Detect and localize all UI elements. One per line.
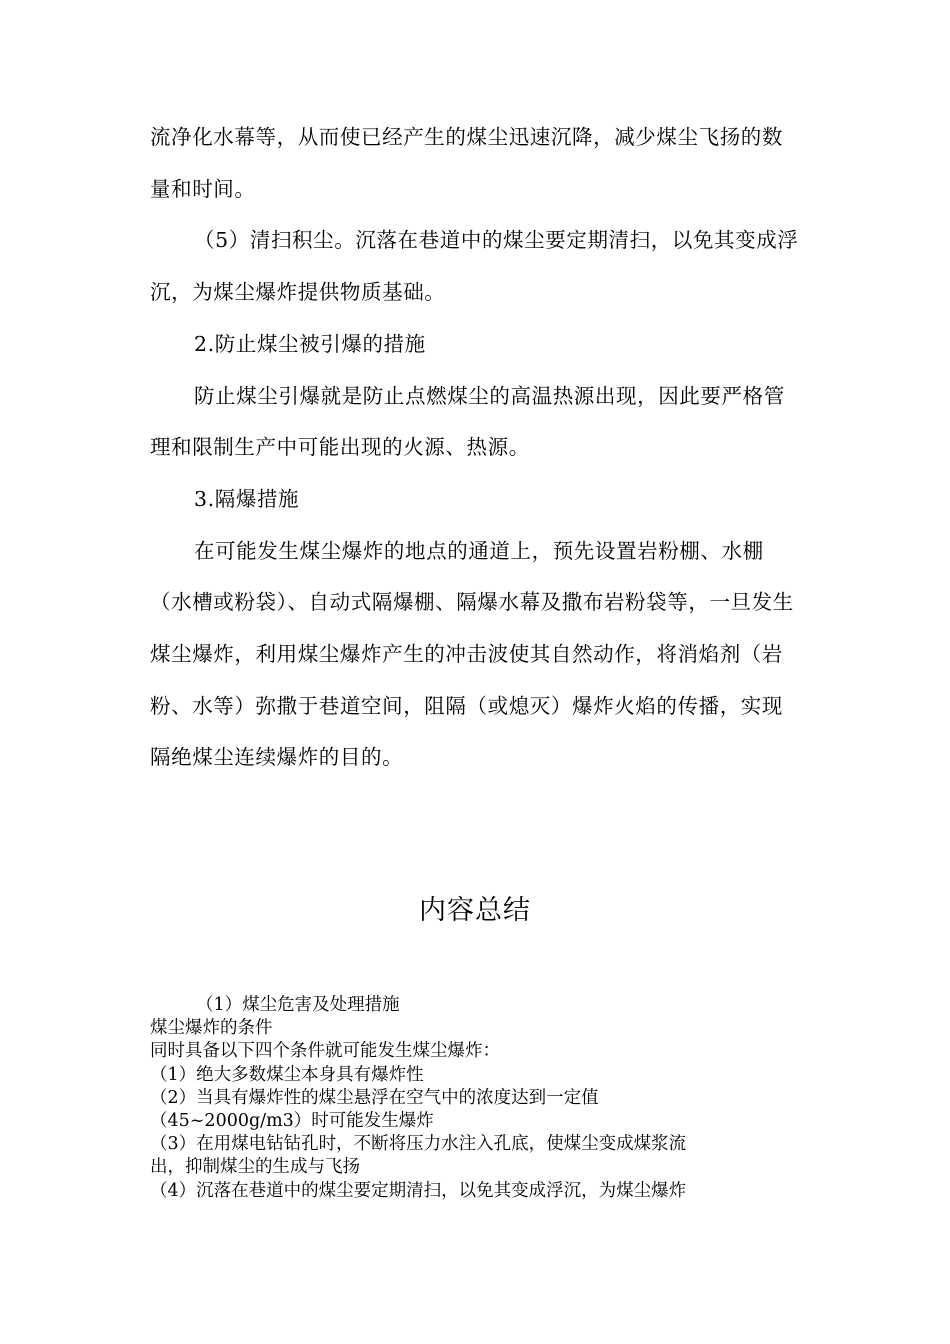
summary-line: （1）煤尘危害及处理措施 xyxy=(196,995,400,1015)
summary-line: （3）在用煤电钻钻孔时，不断将压力水注入孔底，使煤尘变成煤浆流 xyxy=(150,1134,687,1155)
summary-title: 内容总结 xyxy=(419,895,531,926)
body-text xyxy=(150,112,800,784)
paragraph-continuation: 流净化水幕等，从而使已经产生的煤尘迅速沉降，减少煤尘飞扬的数量和时间。 xyxy=(150,125,783,201)
summary-line: （1）绝大多数煤尘本身具有爆炸性 xyxy=(150,1064,424,1085)
paragraph-explosion-isolation: 在可能发生煤尘爆炸的地点的通道上，预先设置岩粉棚、水棚（水槽或粉袋）、自动式隔爆棚、隔爆水幕及撒布岩粉袋等，一旦发生煤尘爆炸，利用煤尘爆炸产生的冲击波使其自然动作，将消焰剂（岩粉、水等）弥撒于巷道空间，阻隔（或熄灭）爆炸火焰的传播，实现隔绝煤尘连续爆炸的目的。 xyxy=(150,538,794,770)
summary-line: （2）当具有爆炸性的煤尘悬浮在空气中的浓度达到一定值 xyxy=(150,1087,599,1108)
summary-line: （4）沉落在巷道中的煤尘要定期清扫，以免其变成浮沉，为煤尘爆炸 xyxy=(150,1180,687,1201)
summary-line: 出，抑制煤尘的生成与飞扬 xyxy=(150,1157,360,1178)
summary-line: 煤尘爆炸的条件 xyxy=(150,1018,273,1039)
section-heading-ignition-prevention: 2.防止煤尘被引爆的措施 xyxy=(194,331,426,356)
summary-block xyxy=(150,994,800,1203)
summary-line: （45~2000g/m3）时可能发生爆炸 xyxy=(150,1111,434,1132)
summary-line: 同时具备以下四个条件就可能发生煤尘爆炸： xyxy=(150,1041,500,1062)
paragraph-ignition-prevention: 防止煤尘引爆就是防止点燃煤尘的高温热源出现，因此要严格管理和限制生产中可能出现的火源、热源。 xyxy=(150,383,785,460)
paragraph-clean-dust: （5）清扫积尘。沉落在巷道中的煤尘要定期清扫，以免其变成浮沉，为煤尘爆炸提供物质基础。 xyxy=(150,228,799,305)
section-heading-explosion-isolation: 3.隔爆措施 xyxy=(194,486,300,511)
